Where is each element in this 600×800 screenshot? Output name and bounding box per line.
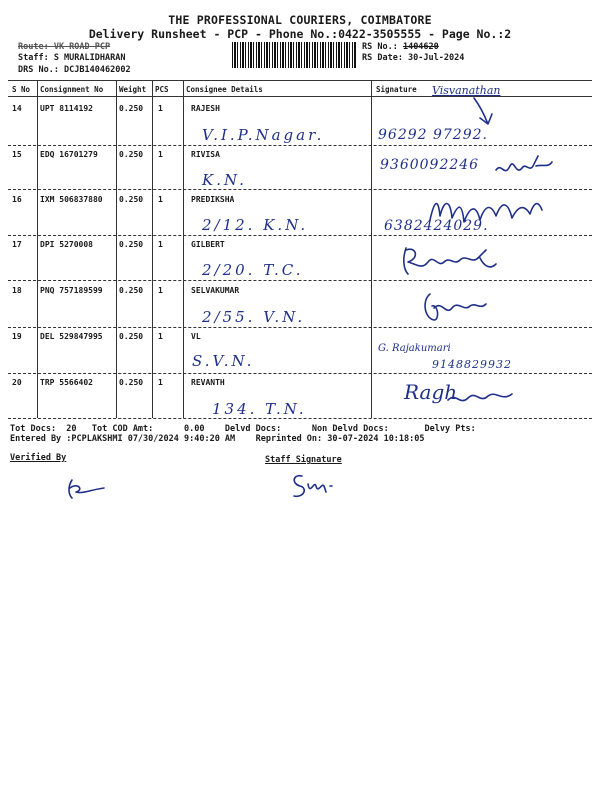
- row-consignee: PREDIKSHA: [191, 195, 235, 204]
- handwritten-address: V.I.P.Nagar.: [202, 126, 325, 144]
- handwritten-phone: 96292 97292.: [378, 127, 488, 143]
- rs-number-label: RS No.:: [362, 42, 403, 52]
- row-pcs: 1: [158, 240, 163, 249]
- row-divider: [8, 145, 592, 146]
- rs-number-value: 1404620: [402, 42, 439, 52]
- row-pcs: 1: [158, 378, 163, 387]
- row-pcs: 1: [158, 104, 163, 113]
- handwritten-phone: 6382424029.: [384, 218, 489, 234]
- signature-mark: [420, 290, 490, 326]
- handwritten-address: S.V.N.: [192, 352, 255, 370]
- signature-mark: [400, 244, 500, 278]
- row-divider: [8, 235, 592, 236]
- staff-label: Staff: S MURALIDHARAN: [18, 53, 126, 63]
- route-label: Route: VK ROAD PCP: [18, 42, 111, 52]
- signature-mark: [428, 192, 548, 232]
- drs-number: DRS No.: DCJB140462002: [18, 65, 131, 75]
- row-sno: 20: [12, 378, 22, 387]
- handwritten-address: 2/20. T.C.: [202, 261, 304, 279]
- table-header-rule: [8, 96, 592, 97]
- row-consignment: UPT 8114192: [40, 104, 93, 113]
- col-divider: [183, 80, 184, 418]
- signature-mark: [446, 384, 516, 414]
- handwritten-name: G. Rajakumari: [378, 343, 451, 354]
- row-divider: [8, 373, 592, 374]
- handwritten-address: 2/12. K.N.: [202, 216, 309, 234]
- signature-mark: [494, 152, 554, 182]
- row-sno: 15: [12, 150, 22, 159]
- row-consignee: RIVISA: [191, 150, 220, 159]
- handwritten-name: Visvanathan: [432, 84, 501, 97]
- row-consignment: TRP 5566402: [40, 378, 93, 387]
- staff-signature: [288, 470, 338, 502]
- row-sno: 18: [12, 286, 22, 295]
- handwritten-address: K.N.: [202, 171, 247, 189]
- handwritten-phone: 9148829932: [432, 358, 512, 371]
- col-divider: [371, 80, 372, 418]
- handwritten-address: 134. T.N.: [212, 400, 307, 418]
- totals-line: Tot Docs: 20 Tot COD Amt: 0.00 Delvd Docs: Non Delvd Docs: Delvy Pts:: [10, 424, 476, 434]
- row-pcs: 1: [158, 286, 163, 295]
- barcode: [232, 42, 356, 68]
- col-header-signature: Signature: [376, 85, 417, 94]
- col-header-consignment: Consignment No: [40, 85, 104, 94]
- row-divider: [8, 327, 592, 328]
- handwritten-phone: 9360092246: [380, 157, 480, 173]
- row-sno: 16: [12, 195, 22, 204]
- row-sno: 19: [12, 332, 22, 341]
- row-weight: 0.250: [119, 150, 144, 159]
- runsheet-subtitle: Delivery Runsheet - PCP - Phone No.:0422-3505555 - Page No.:2: [88, 27, 512, 41]
- row-sno: 14: [12, 104, 22, 113]
- row-divider: [8, 280, 592, 281]
- verified-by-label: Verified By: [10, 453, 67, 463]
- row-consignee: RAJESH: [191, 104, 220, 113]
- company-title: THE PROFESSIONAL COURIERS, COIMBATORE: [168, 13, 432, 27]
- staff-signature-label: Staff Signature: [265, 455, 342, 465]
- row-consignment: DPI 5270008: [40, 240, 93, 249]
- col-header-sno: S No: [12, 85, 31, 94]
- rs-date: RS Date: 30-Jul-2024: [362, 53, 465, 63]
- row-weight: 0.250: [119, 332, 144, 341]
- row-divider: [8, 418, 592, 419]
- row-consignment: DEL 529847995: [40, 332, 103, 341]
- row-divider: [8, 189, 592, 190]
- row-weight: 0.250: [119, 240, 144, 249]
- col-header-weight: Weight: [119, 85, 147, 94]
- handwritten-address: 2/55. V.N.: [202, 308, 306, 326]
- col-header-pcs: PCS: [155, 85, 169, 94]
- rs-number: [362, 42, 439, 52]
- row-pcs: 1: [158, 195, 163, 204]
- row-consignee: VL: [191, 332, 201, 341]
- row-weight: 0.250: [119, 195, 144, 204]
- col-header-consignee: Consignee Details: [186, 85, 263, 94]
- row-consignment: IXM 506837880: [40, 195, 103, 204]
- row-consignment: EDQ 16701279: [40, 150, 98, 159]
- handwritten-name: Ragh: [404, 380, 458, 404]
- verifier-signature: [64, 476, 108, 502]
- row-consignee: SELVAKUMAR: [191, 286, 240, 295]
- arrow-mark: [470, 96, 500, 128]
- row-weight: 0.250: [119, 378, 144, 387]
- row-consignee: REVANTH: [191, 378, 225, 387]
- row-consignee: GILBERT: [191, 240, 225, 249]
- row-pcs: 1: [158, 150, 163, 159]
- col-divider: [116, 80, 117, 418]
- row-sno: 17: [12, 240, 22, 249]
- row-consignment: PNQ 757189599: [40, 286, 103, 295]
- row-weight: 0.250: [119, 104, 144, 113]
- col-divider: [37, 80, 38, 418]
- col-divider: [152, 80, 153, 418]
- table-top-rule: [8, 80, 592, 81]
- entered-by-line: Entered By :PCPLAKSHMI 07/30/2024 9:40:20 AM Reprinted On: 30-07-2024 10:18:05: [10, 434, 425, 444]
- row-pcs: 1: [158, 332, 163, 341]
- row-weight: 0.250: [119, 286, 144, 295]
